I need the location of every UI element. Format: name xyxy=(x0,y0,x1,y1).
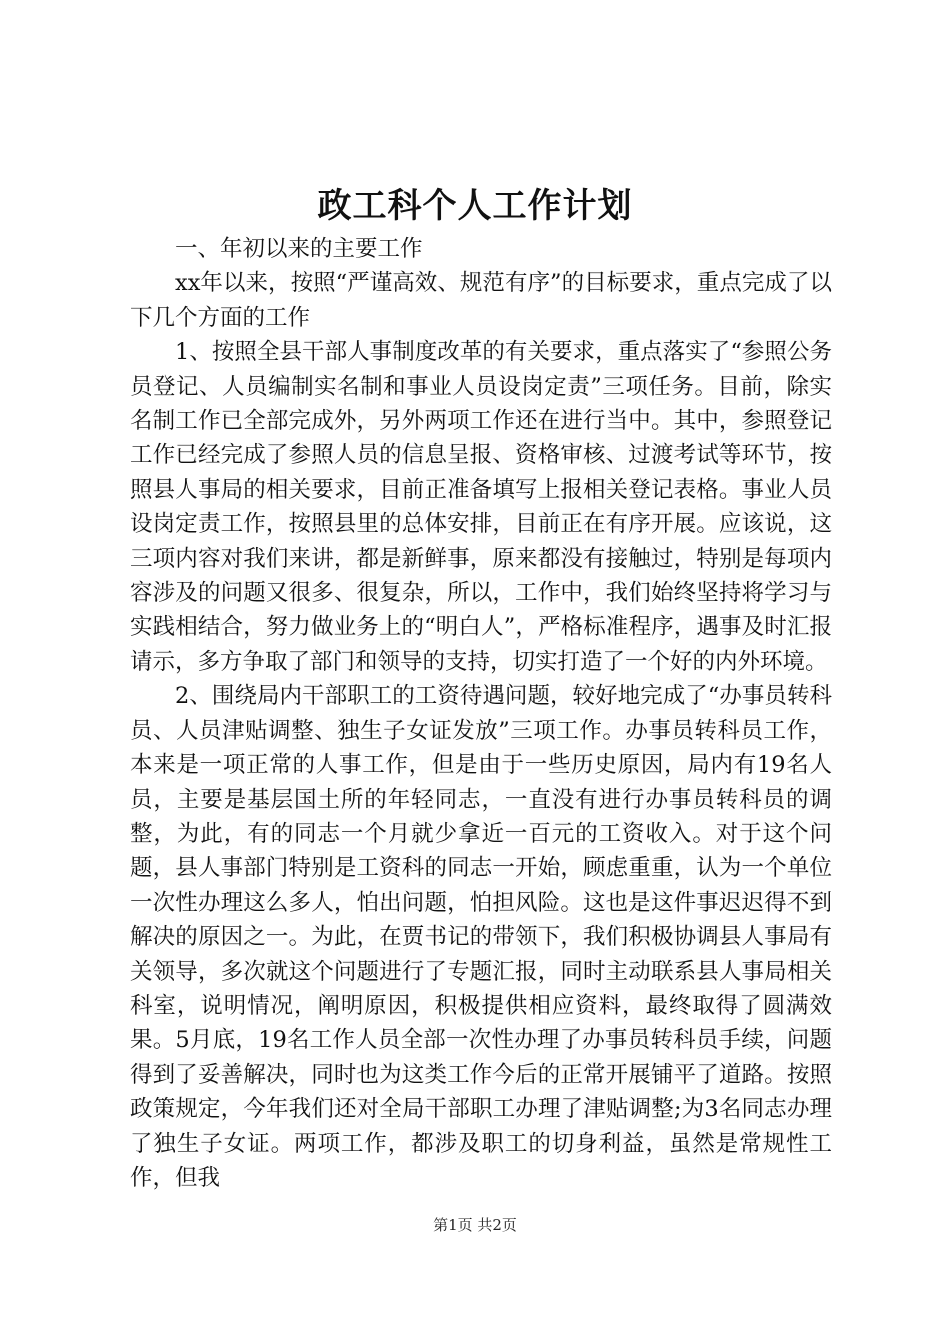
document-title: 政工科个人工作计划 xyxy=(317,186,633,226)
intro-paragraph: xx年以来，按照“严谨高效、规范有序”的目标要求，重点完成了以下几个方面的工作 xyxy=(130,270,832,331)
item-1-paragraph: 1、按照全县干部人事制度改革的有关要求，重点落实了“参照公务员登记、人员编制实名制和事业人员设岗定责”三项任务。目前，除实名制工作已全部完成外，另外两项工作还在进行当中。其中，参照登记工作已经完成了参照人员的信息呈报、资格审核、过渡考试等环节，按照县人事局的相关要求，目前正准备填写上报相关登记表格。事业人员设岗定责工作，按照县里的总体安排，目前正在有序开展。应该说，这三项内容对我们来讲，都是新鲜事，原来都没有接触过，特别是每项内容涉及的问题又很多、很复杂，所以，工作中，我们始终坚持将学习与实践相结合，努力做业务上的“明白人”，严格标准程序，遇事及时汇报请示，多方争取了部门和领导的支持，切实打造了一个好的内外环境。 xyxy=(130,339,832,675)
document-body xyxy=(130,232,832,1195)
item-2-paragraph: 2、围绕局内干部职工的工资待遇问题，较好地完成了“办事员转科员、人员津贴调整、独生子女证发放”三项工作。办事员转科员工作，本来是一项正常的人事工作，但是由于一些历史原因，局内有19名人员，主要是基层国土所的年轻同志，一直没有进行办事员转科员的调整，为此，有的同志一个月就少拿近一百元的工资收入。对于这个问题，县人事部门特别是工资科的同志一开始，顾虑重重，认为一个单位一次性办理这么多人，怕出问题，怕担风险。这也是这件事迟迟得不到解决的原因之一。为此，在贾书记的带领下，我们积极协调县人事局有关领导，多次就这个问题进行了专题汇报，同时主动联系县人事局相关科室，说明情况，阐明原因，积极提供相应资料，最终取得了圆满效果。5月底，19名工作人员全部一次性办理了办事员转科员手续，问题得到了妥善解决，同时也为这类工作今后的正常开展铺平了道路。按照政策规定，今年我们还对全局干部职工办理了津贴调整;为3名同志办理了独生子女证。两项工作，都涉及职工的切身利益，虽然是常规性工作，但我 xyxy=(130,683,832,1191)
section-heading: 一、年初以来的主要工作 xyxy=(175,236,423,262)
page-number-footer: 第1页 共2页 xyxy=(433,1216,517,1234)
